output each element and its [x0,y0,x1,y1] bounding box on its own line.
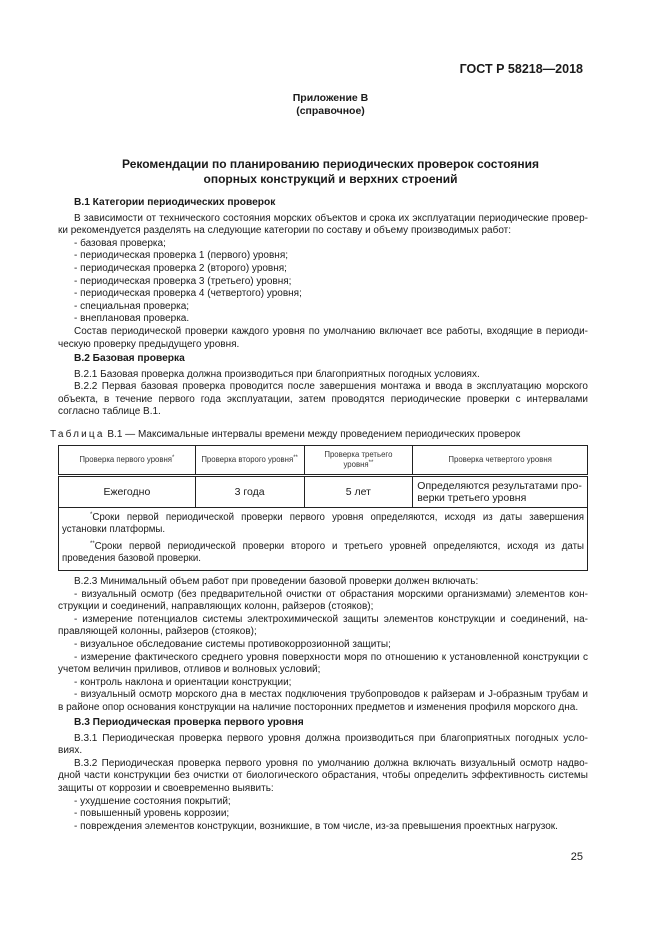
document-title [0,157,661,187]
table-header-cell: Проверка четвертого уровня [413,446,588,476]
table-caption-text: В.1 — Максимальные интервалы времени между проведением периодических проверок [104,429,521,440]
list-item: - повышенный уровень коррозии; [74,808,230,820]
page-number: 25 [570,851,583,863]
table-header-cell: Проверка первого уровня* [59,446,196,476]
list-item: - визуальное обследование системы противокоррозионной защиты; [74,638,391,650]
table-header-row [59,446,588,476]
paragraph: В зависимости от технического состояния морских объектов и срока их эксплуатации периодические провер-ки рекомендуется разделять на следующие категории по составу и объему производимых работ: [58,212,588,237]
list-item: - визуальный осмотр (без предварительной очистки от обрастания морскими организмами) элементов кон-струкции и соединений, направляющих колонн, райзеров (стояков); [58,588,588,613]
list-item: - визуальный осмотр морского дна в местах подключения трубопроводов к райзерам и J-образным трубам и в районе опор основания конструкции на наличие посторонних предметов и изменения профиля морского дна. [58,689,588,713]
list-item: - повреждения элементов конструкции, возникшие, в том числе, из-за превышения проектных нагрузок. [74,820,558,832]
paragraph: Состав периодической проверки каждого уровня по умолчанию включает все работы, входящие в периоди-ческую проверку предыдущего уровня. [58,325,588,350]
footnote: **Сроки первой периодической проверки второго и третьего уровней определяются, исходя из даты проведения базовой проверки. [62,540,584,565]
paragraph: В.2.2 Первая базовая проверка проводится после завершения монтажа и ввода в эксплуатацию морского объекта, в течение первого года эксплуатации, затем проводятся периодические проверки с интервалами согласно таблице В.1. [58,381,588,418]
section-b2 [58,353,588,419]
annex-title: Приложение В [292,92,369,104]
table-caption-label: Таблица [50,429,105,440]
table-header-cell: Проверка третьего уровня** [304,446,413,476]
list-item: - периодическая проверка 4 (четвертого) уровня; [74,288,302,300]
document-title-line-2: опорных конструкций и верхних строений [203,172,458,186]
list-item: - измерение фактического среднего уровня поверхности моря по отношению к установленной конструкции с учетом величин приливов, отливов и волновых условий; [58,651,588,676]
table-cell: 3 года [195,476,304,508]
section-b3 [58,717,588,833]
standard-number: ГОСТ Р 58218—2018 [459,62,583,76]
annex-subtitle: (справочное) [296,105,365,117]
paragraph: В.3.1 Периодическая проверка первого уровня должна производиться при благоприятных погодных усло-виях. [58,732,588,757]
list-item: - внеплановая проверка. [74,313,190,325]
list-item: - периодическая проверка 3 (третьего) уровня; [74,275,292,287]
footnote: *Сроки первой периодической проверки первого уровня определяются, исходя из даты завершения установки платформы. [62,512,584,536]
table-footnotes-row [59,508,588,571]
paragraph: В.3.2 Периодическая проверка первого уровня по умолчанию должна включать визуальный осмотр надво-дной части конструкции без очистки от биологического обрастания, чтобы определить эффективность системы защиты от коррозии и своевременно выявить: [58,757,588,794]
table-cell: 5 лет [304,476,413,508]
paragraph: В.2.1 Базовая проверка должна производиться при благоприятных погодных условиях. [74,368,480,380]
document-title-line-1: Рекомендации по планированию периодических проверок состояния [122,157,539,171]
section-heading: В.2 Базовая проверка [74,353,185,364]
intervals-table [58,445,588,571]
list-item: - периодическая проверка 2 (второго) уровня; [74,262,287,274]
list-item: - измерение потенциалов системы электрохимической защиты элементов конструкции и соединений, на-правляющей колонны, райзеров (стояков); [58,613,588,638]
table-footnotes-cell [59,508,588,571]
list-item: - ухудшение состояния покрытий; [74,795,231,807]
table-row [59,476,588,508]
list-item: - базовая проверка; [74,237,166,249]
paragraph: В.2.3 Минимальный объем работ при проведении базовой проверки должен включать: [74,576,479,587]
list-item: - периодическая проверка 1 (первого) уровня; [74,250,289,262]
section-b1 [58,197,588,351]
section-heading: В.1 Категории периодических проверок [74,197,276,208]
table-caption [50,429,590,442]
list-item: - специальная проверка; [74,300,190,312]
table-header-cell: Проверка второго уровня** [195,446,304,476]
table-cell: Ежегодно [59,476,196,508]
list-item: - контроль наклона и ориентации конструкции; [74,676,292,688]
section-heading: В.3 Периодическая проверка первого уровня [74,717,304,728]
table-cell: Определяются результатами про-верки третьего уровня [413,476,588,508]
section-b2-3 [58,576,588,715]
